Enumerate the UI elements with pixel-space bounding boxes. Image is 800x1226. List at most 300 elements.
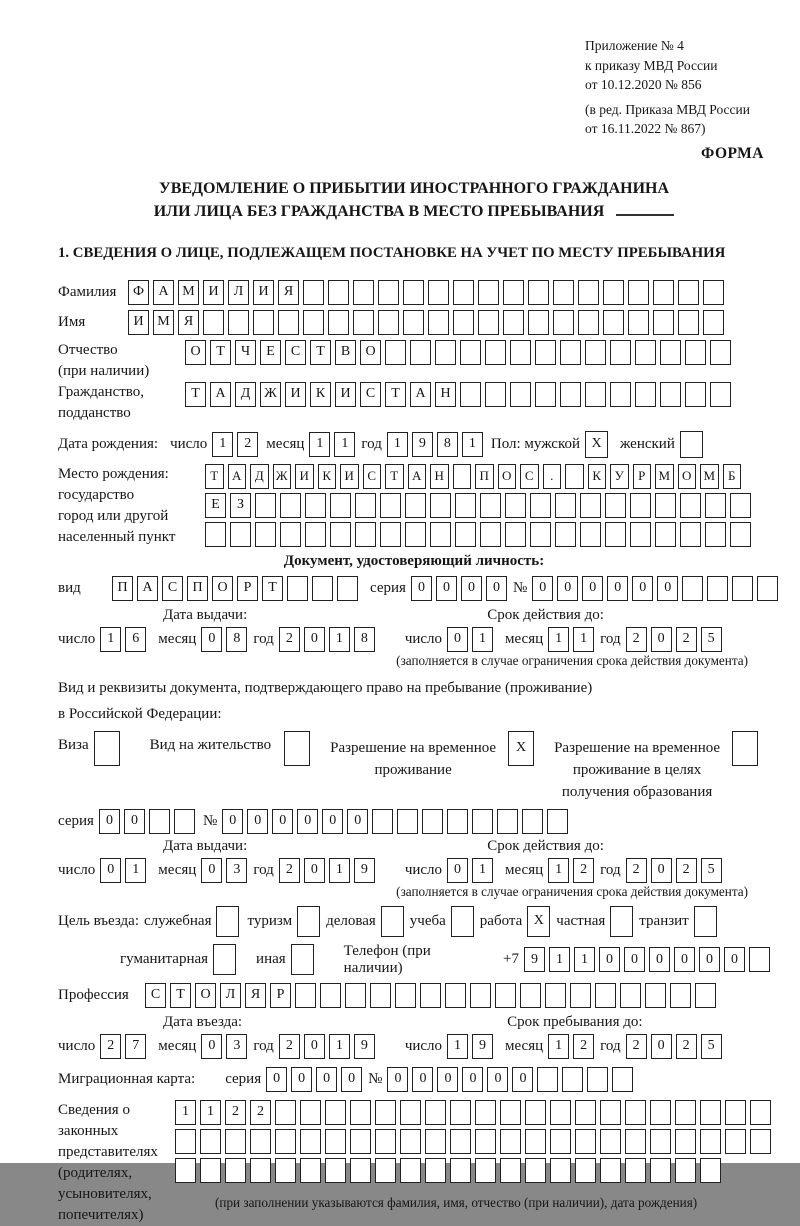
char-cell[interactable] xyxy=(475,1129,496,1154)
char-cell[interactable] xyxy=(587,1067,608,1092)
char-cell[interactable] xyxy=(353,310,374,335)
char-cell[interactable] xyxy=(655,522,676,547)
char-cell[interactable]: Ж xyxy=(273,464,292,489)
char-cell[interactable] xyxy=(400,1158,421,1183)
char-cell[interactable]: 3 xyxy=(226,1034,247,1059)
char-cell[interactable] xyxy=(350,1158,371,1183)
char-cell[interactable]: Ч xyxy=(235,340,256,365)
char-cell[interactable] xyxy=(370,983,391,1008)
char-cell[interactable]: 5 xyxy=(701,627,722,652)
char-cell[interactable] xyxy=(430,493,451,518)
char-cell[interactable]: 1 xyxy=(100,627,121,652)
char-cell[interactable]: 8 xyxy=(354,627,375,652)
char-cell[interactable]: Д xyxy=(250,464,269,489)
char-cell[interactable] xyxy=(600,1129,621,1154)
char-cell[interactable]: 7 xyxy=(125,1034,146,1059)
char-cell[interactable]: 8 xyxy=(226,627,247,652)
char-cell[interactable]: Л xyxy=(220,983,241,1008)
char-cell[interactable] xyxy=(275,1158,296,1183)
char-cell[interactable] xyxy=(603,280,624,305)
char-cell[interactable] xyxy=(497,809,518,834)
char-cell[interactable]: 0 xyxy=(316,1067,337,1092)
char-cell[interactable] xyxy=(380,493,401,518)
char-cell[interactable] xyxy=(653,280,674,305)
char-cell[interactable] xyxy=(460,340,481,365)
char-cell[interactable] xyxy=(291,944,314,975)
char-cell[interactable]: 2 xyxy=(279,627,300,652)
char-cell[interactable]: С xyxy=(363,464,382,489)
char-cell[interactable] xyxy=(405,493,426,518)
char-cell[interactable] xyxy=(610,382,631,407)
char-cell[interactable] xyxy=(655,493,676,518)
char-cell[interactable] xyxy=(453,280,474,305)
char-cell[interactable] xyxy=(353,280,374,305)
char-cell[interactable] xyxy=(280,522,301,547)
char-cell[interactable] xyxy=(250,1129,271,1154)
char-cell[interactable] xyxy=(675,1100,696,1125)
char-cell[interactable] xyxy=(680,493,701,518)
char-cell[interactable] xyxy=(149,809,170,834)
char-cell[interactable]: 0 xyxy=(487,1067,508,1092)
char-cell[interactable] xyxy=(628,310,649,335)
char-cell[interactable] xyxy=(485,340,506,365)
char-cell[interactable]: 2 xyxy=(279,858,300,883)
char-cell[interactable]: Д xyxy=(235,382,256,407)
char-cell[interactable] xyxy=(453,310,474,335)
char-cell[interactable]: 0 xyxy=(222,809,243,834)
char-cell[interactable]: 1 xyxy=(548,1034,569,1059)
char-cell[interactable] xyxy=(660,382,681,407)
char-cell[interactable]: 1 xyxy=(573,627,594,652)
char-cell[interactable]: Ф xyxy=(128,280,149,305)
char-cell[interactable] xyxy=(345,983,366,1008)
char-cell[interactable]: 1 xyxy=(334,432,355,457)
char-cell[interactable] xyxy=(350,1100,371,1125)
char-cell[interactable] xyxy=(275,1129,296,1154)
char-cell[interactable]: С xyxy=(145,983,166,1008)
char-cell[interactable]: 1 xyxy=(472,627,493,652)
char-cell[interactable]: Е xyxy=(205,493,226,518)
char-cell[interactable] xyxy=(660,340,681,365)
char-cell[interactable] xyxy=(470,983,491,1008)
char-cell[interactable] xyxy=(725,1100,746,1125)
char-cell[interactable] xyxy=(405,522,426,547)
char-cell[interactable] xyxy=(525,1158,546,1183)
char-cell[interactable]: 1 xyxy=(549,947,570,972)
char-cell[interactable]: М xyxy=(153,310,174,335)
char-cell[interactable] xyxy=(375,1100,396,1125)
char-cell[interactable] xyxy=(253,310,274,335)
char-cell[interactable]: О xyxy=(195,983,216,1008)
char-cell[interactable] xyxy=(605,493,626,518)
char-cell[interactable] xyxy=(228,310,249,335)
char-cell[interactable] xyxy=(685,382,706,407)
char-cell[interactable] xyxy=(225,1129,246,1154)
char-cell[interactable]: З xyxy=(230,493,251,518)
char-cell[interactable] xyxy=(730,493,751,518)
char-cell[interactable]: 0 xyxy=(124,809,145,834)
char-cell[interactable] xyxy=(445,983,466,1008)
char-cell[interactable] xyxy=(630,522,651,547)
char-cell[interactable] xyxy=(705,493,726,518)
char-cell[interactable]: А xyxy=(228,464,247,489)
char-cell[interactable]: 0 xyxy=(100,858,121,883)
char-cell[interactable] xyxy=(300,1158,321,1183)
char-cell[interactable]: 1 xyxy=(329,858,350,883)
char-cell[interactable] xyxy=(757,576,778,601)
char-cell[interactable] xyxy=(628,280,649,305)
char-cell[interactable]: П xyxy=(112,576,133,601)
char-cell[interactable] xyxy=(525,1129,546,1154)
char-cell[interactable]: Р xyxy=(237,576,258,601)
char-cell[interactable]: 2 xyxy=(237,432,258,457)
char-cell[interactable]: Т xyxy=(205,464,224,489)
char-cell[interactable] xyxy=(475,1100,496,1125)
char-cell[interactable] xyxy=(503,280,524,305)
char-cell[interactable] xyxy=(710,382,731,407)
char-cell[interactable]: 0 xyxy=(532,576,553,601)
char-cell[interactable] xyxy=(625,1100,646,1125)
char-cell[interactable] xyxy=(620,983,641,1008)
char-cell[interactable]: 9 xyxy=(412,432,433,457)
char-cell[interactable]: 1 xyxy=(309,432,330,457)
char-cell[interactable]: 0 xyxy=(304,627,325,652)
char-cell[interactable]: 1 xyxy=(329,1034,350,1059)
char-cell[interactable] xyxy=(305,493,326,518)
char-cell[interactable]: 0 xyxy=(272,809,293,834)
char-cell[interactable]: 0 xyxy=(657,576,678,601)
char-cell[interactable]: И xyxy=(335,382,356,407)
char-cell[interactable] xyxy=(585,340,606,365)
char-cell[interactable] xyxy=(550,1129,571,1154)
char-cell[interactable]: 0 xyxy=(304,1034,325,1059)
char-cell[interactable] xyxy=(175,1129,196,1154)
char-cell[interactable] xyxy=(425,1158,446,1183)
char-cell[interactable]: Р xyxy=(633,464,652,489)
char-cell[interactable] xyxy=(355,493,376,518)
char-cell[interactable]: Л xyxy=(228,280,249,305)
char-cell[interactable]: И xyxy=(203,280,224,305)
char-cell[interactable]: 2 xyxy=(676,627,697,652)
char-cell[interactable]: 0 xyxy=(347,809,368,834)
char-cell[interactable] xyxy=(255,493,276,518)
char-cell[interactable] xyxy=(378,310,399,335)
char-cell[interactable] xyxy=(575,1129,596,1154)
char-cell[interactable]: П xyxy=(475,464,494,489)
char-cell[interactable] xyxy=(510,382,531,407)
char-cell[interactable] xyxy=(225,1158,246,1183)
char-cell[interactable] xyxy=(375,1158,396,1183)
char-cell[interactable]: 0 xyxy=(297,809,318,834)
char-cell[interactable]: С xyxy=(162,576,183,601)
char-cell[interactable] xyxy=(400,1129,421,1154)
char-cell[interactable] xyxy=(303,310,324,335)
char-cell[interactable] xyxy=(580,522,601,547)
char-cell[interactable]: Н xyxy=(430,464,449,489)
char-cell[interactable]: 1 xyxy=(387,432,408,457)
char-cell[interactable]: 0 xyxy=(462,1067,483,1092)
char-cell[interactable]: 0 xyxy=(674,947,695,972)
char-cell[interactable] xyxy=(635,340,656,365)
char-cell[interactable] xyxy=(250,1158,271,1183)
char-cell[interactable]: 2 xyxy=(676,1034,697,1059)
char-cell[interactable]: С xyxy=(360,382,381,407)
char-cell[interactable] xyxy=(403,280,424,305)
char-cell[interactable]: 0 xyxy=(649,947,670,972)
char-cell[interactable] xyxy=(612,1067,633,1092)
char-cell[interactable] xyxy=(578,310,599,335)
char-cell[interactable] xyxy=(303,280,324,305)
char-cell[interactable]: Б xyxy=(723,464,742,489)
char-cell[interactable]: А xyxy=(408,464,427,489)
char-cell[interactable] xyxy=(553,280,574,305)
char-cell[interactable] xyxy=(330,493,351,518)
char-cell[interactable]: 9 xyxy=(472,1034,493,1059)
char-cell[interactable] xyxy=(380,522,401,547)
char-cell[interactable] xyxy=(255,522,276,547)
char-cell[interactable] xyxy=(670,983,691,1008)
char-cell[interactable]: 2 xyxy=(626,1034,647,1059)
char-cell[interactable] xyxy=(703,310,724,335)
char-cell[interactable] xyxy=(547,809,568,834)
char-cell[interactable] xyxy=(460,382,481,407)
char-cell[interactable] xyxy=(410,340,431,365)
char-cell[interactable]: 2 xyxy=(626,858,647,883)
char-cell[interactable]: 2 xyxy=(279,1034,300,1059)
char-cell[interactable]: Т xyxy=(310,340,331,365)
char-cell[interactable] xyxy=(650,1158,671,1183)
char-cell[interactable]: К xyxy=(310,382,331,407)
char-cell[interactable] xyxy=(603,310,624,335)
char-cell[interactable] xyxy=(605,522,626,547)
char-cell[interactable]: И xyxy=(295,464,314,489)
char-cell[interactable]: 0 xyxy=(699,947,720,972)
char-cell[interactable]: О xyxy=(678,464,697,489)
char-cell[interactable] xyxy=(205,522,226,547)
char-cell[interactable]: А xyxy=(153,280,174,305)
char-cell[interactable] xyxy=(500,1100,521,1125)
char-cell[interactable] xyxy=(216,906,239,937)
char-cell[interactable]: 0 xyxy=(304,858,325,883)
char-cell[interactable] xyxy=(678,310,699,335)
char-cell[interactable]: 0 xyxy=(724,947,745,972)
char-cell[interactable] xyxy=(350,1129,371,1154)
char-cell[interactable] xyxy=(535,340,556,365)
char-cell[interactable]: М xyxy=(655,464,674,489)
char-cell[interactable]: X xyxy=(585,431,608,458)
char-cell[interactable] xyxy=(325,1129,346,1154)
char-cell[interactable] xyxy=(278,310,299,335)
char-cell[interactable] xyxy=(395,983,416,1008)
char-cell[interactable]: И xyxy=(340,464,359,489)
char-cell[interactable]: С xyxy=(520,464,539,489)
char-cell[interactable] xyxy=(749,947,770,972)
char-cell[interactable] xyxy=(595,983,616,1008)
char-cell[interactable] xyxy=(705,522,726,547)
char-cell[interactable]: В xyxy=(335,340,356,365)
char-cell[interactable]: Т xyxy=(170,983,191,1008)
char-cell[interactable]: 1 xyxy=(125,858,146,883)
char-cell[interactable] xyxy=(372,809,393,834)
char-cell[interactable]: X xyxy=(527,906,550,937)
char-cell[interactable]: 0 xyxy=(461,576,482,601)
char-cell[interactable]: 6 xyxy=(125,627,146,652)
char-cell[interactable]: 0 xyxy=(624,947,645,972)
char-cell[interactable] xyxy=(550,1100,571,1125)
char-cell[interactable]: Р xyxy=(270,983,291,1008)
char-cell[interactable]: 2 xyxy=(250,1100,271,1125)
char-cell[interactable] xyxy=(381,906,404,937)
char-cell[interactable]: 0 xyxy=(201,627,222,652)
char-cell[interactable] xyxy=(650,1129,671,1154)
char-cell[interactable] xyxy=(284,731,310,766)
char-cell[interactable] xyxy=(200,1158,221,1183)
char-cell[interactable]: 0 xyxy=(412,1067,433,1092)
char-cell[interactable]: 5 xyxy=(701,858,722,883)
char-cell[interactable]: Т xyxy=(210,340,231,365)
char-cell[interactable]: 0 xyxy=(387,1067,408,1092)
char-cell[interactable] xyxy=(453,464,472,489)
char-cell[interactable] xyxy=(397,809,418,834)
char-cell[interactable]: 9 xyxy=(354,858,375,883)
char-cell[interactable] xyxy=(562,1067,583,1092)
char-cell[interactable] xyxy=(480,493,501,518)
char-cell[interactable] xyxy=(525,1100,546,1125)
char-cell[interactable] xyxy=(174,809,195,834)
char-cell[interactable] xyxy=(505,522,526,547)
char-cell[interactable] xyxy=(703,280,724,305)
char-cell[interactable] xyxy=(645,983,666,1008)
char-cell[interactable] xyxy=(700,1158,721,1183)
char-cell[interactable] xyxy=(695,983,716,1008)
char-cell[interactable] xyxy=(505,493,526,518)
char-cell[interactable]: М xyxy=(700,464,719,489)
char-cell[interactable] xyxy=(480,522,501,547)
char-cell[interactable] xyxy=(560,340,581,365)
char-cell[interactable] xyxy=(528,310,549,335)
char-cell[interactable] xyxy=(500,1158,521,1183)
char-cell[interactable] xyxy=(287,576,308,601)
char-cell[interactable] xyxy=(630,493,651,518)
char-cell[interactable] xyxy=(428,280,449,305)
char-cell[interactable] xyxy=(700,1100,721,1125)
char-cell[interactable] xyxy=(680,522,701,547)
char-cell[interactable] xyxy=(570,983,591,1008)
char-cell[interactable] xyxy=(203,310,224,335)
char-cell[interactable] xyxy=(325,1158,346,1183)
char-cell[interactable] xyxy=(447,809,468,834)
char-cell[interactable]: А xyxy=(137,576,158,601)
char-cell[interactable]: Т xyxy=(262,576,283,601)
char-cell[interactable] xyxy=(330,522,351,547)
char-cell[interactable]: 1 xyxy=(212,432,233,457)
char-cell[interactable] xyxy=(475,1158,496,1183)
char-cell[interactable]: Т xyxy=(185,382,206,407)
char-cell[interactable]: И xyxy=(253,280,274,305)
char-cell[interactable]: 0 xyxy=(437,1067,458,1092)
char-cell[interactable] xyxy=(305,522,326,547)
char-cell[interactable]: Я xyxy=(245,983,266,1008)
char-cell[interactable] xyxy=(750,1129,771,1154)
char-cell[interactable] xyxy=(580,493,601,518)
char-cell[interactable]: 2 xyxy=(573,858,594,883)
char-cell[interactable]: П xyxy=(187,576,208,601)
char-cell[interactable] xyxy=(545,983,566,1008)
char-cell[interactable] xyxy=(425,1100,446,1125)
char-cell[interactable]: 0 xyxy=(341,1067,362,1092)
char-cell[interactable]: 0 xyxy=(651,858,672,883)
char-cell[interactable]: Я xyxy=(278,280,299,305)
char-cell[interactable]: 1 xyxy=(200,1100,221,1125)
char-cell[interactable]: 2 xyxy=(626,627,647,652)
char-cell[interactable] xyxy=(213,944,236,975)
char-cell[interactable] xyxy=(650,1100,671,1125)
char-cell[interactable] xyxy=(578,280,599,305)
char-cell[interactable] xyxy=(750,1100,771,1125)
char-cell[interactable]: Ж xyxy=(260,382,281,407)
char-cell[interactable]: К xyxy=(588,464,607,489)
char-cell[interactable]: 0 xyxy=(447,858,468,883)
char-cell[interactable] xyxy=(375,1129,396,1154)
char-cell[interactable] xyxy=(725,1129,746,1154)
char-cell[interactable] xyxy=(420,983,441,1008)
char-cell[interactable] xyxy=(472,809,493,834)
char-cell[interactable]: О xyxy=(212,576,233,601)
char-cell[interactable]: 0 xyxy=(582,576,603,601)
char-cell[interactable] xyxy=(610,906,633,937)
char-cell[interactable]: 0 xyxy=(99,809,120,834)
char-cell[interactable] xyxy=(550,1158,571,1183)
char-cell[interactable]: 0 xyxy=(447,627,468,652)
char-cell[interactable] xyxy=(428,310,449,335)
char-cell[interactable]: 1 xyxy=(548,627,569,652)
char-cell[interactable] xyxy=(300,1129,321,1154)
char-cell[interactable] xyxy=(555,522,576,547)
char-cell[interactable]: А xyxy=(210,382,231,407)
char-cell[interactable]: Я xyxy=(178,310,199,335)
char-cell[interactable] xyxy=(682,576,703,601)
char-cell[interactable] xyxy=(385,340,406,365)
char-cell[interactable]: 0 xyxy=(247,809,268,834)
char-cell[interactable]: 1 xyxy=(472,858,493,883)
char-cell[interactable] xyxy=(450,1100,471,1125)
char-cell[interactable]: 0 xyxy=(266,1067,287,1092)
char-cell[interactable] xyxy=(200,1129,221,1154)
char-cell[interactable]: 0 xyxy=(201,1034,222,1059)
char-cell[interactable]: С xyxy=(285,340,306,365)
char-cell[interactable]: И xyxy=(128,310,149,335)
char-cell[interactable]: О xyxy=(360,340,381,365)
char-cell[interactable]: 0 xyxy=(599,947,620,972)
char-cell[interactable] xyxy=(510,340,531,365)
char-cell[interactable] xyxy=(230,522,251,547)
char-cell[interactable]: 0 xyxy=(557,576,578,601)
char-cell[interactable] xyxy=(685,340,706,365)
char-cell[interactable] xyxy=(275,1100,296,1125)
char-cell[interactable] xyxy=(422,809,443,834)
char-cell[interactable] xyxy=(530,493,551,518)
char-cell[interactable] xyxy=(300,1100,321,1125)
char-cell[interactable] xyxy=(297,906,320,937)
char-cell[interactable]: О xyxy=(185,340,206,365)
char-cell[interactable] xyxy=(653,310,674,335)
char-cell[interactable] xyxy=(450,1129,471,1154)
char-cell[interactable] xyxy=(280,493,301,518)
char-cell[interactable]: 0 xyxy=(291,1067,312,1092)
char-cell[interactable] xyxy=(175,1158,196,1183)
char-cell[interactable] xyxy=(312,576,333,601)
char-cell[interactable] xyxy=(610,340,631,365)
